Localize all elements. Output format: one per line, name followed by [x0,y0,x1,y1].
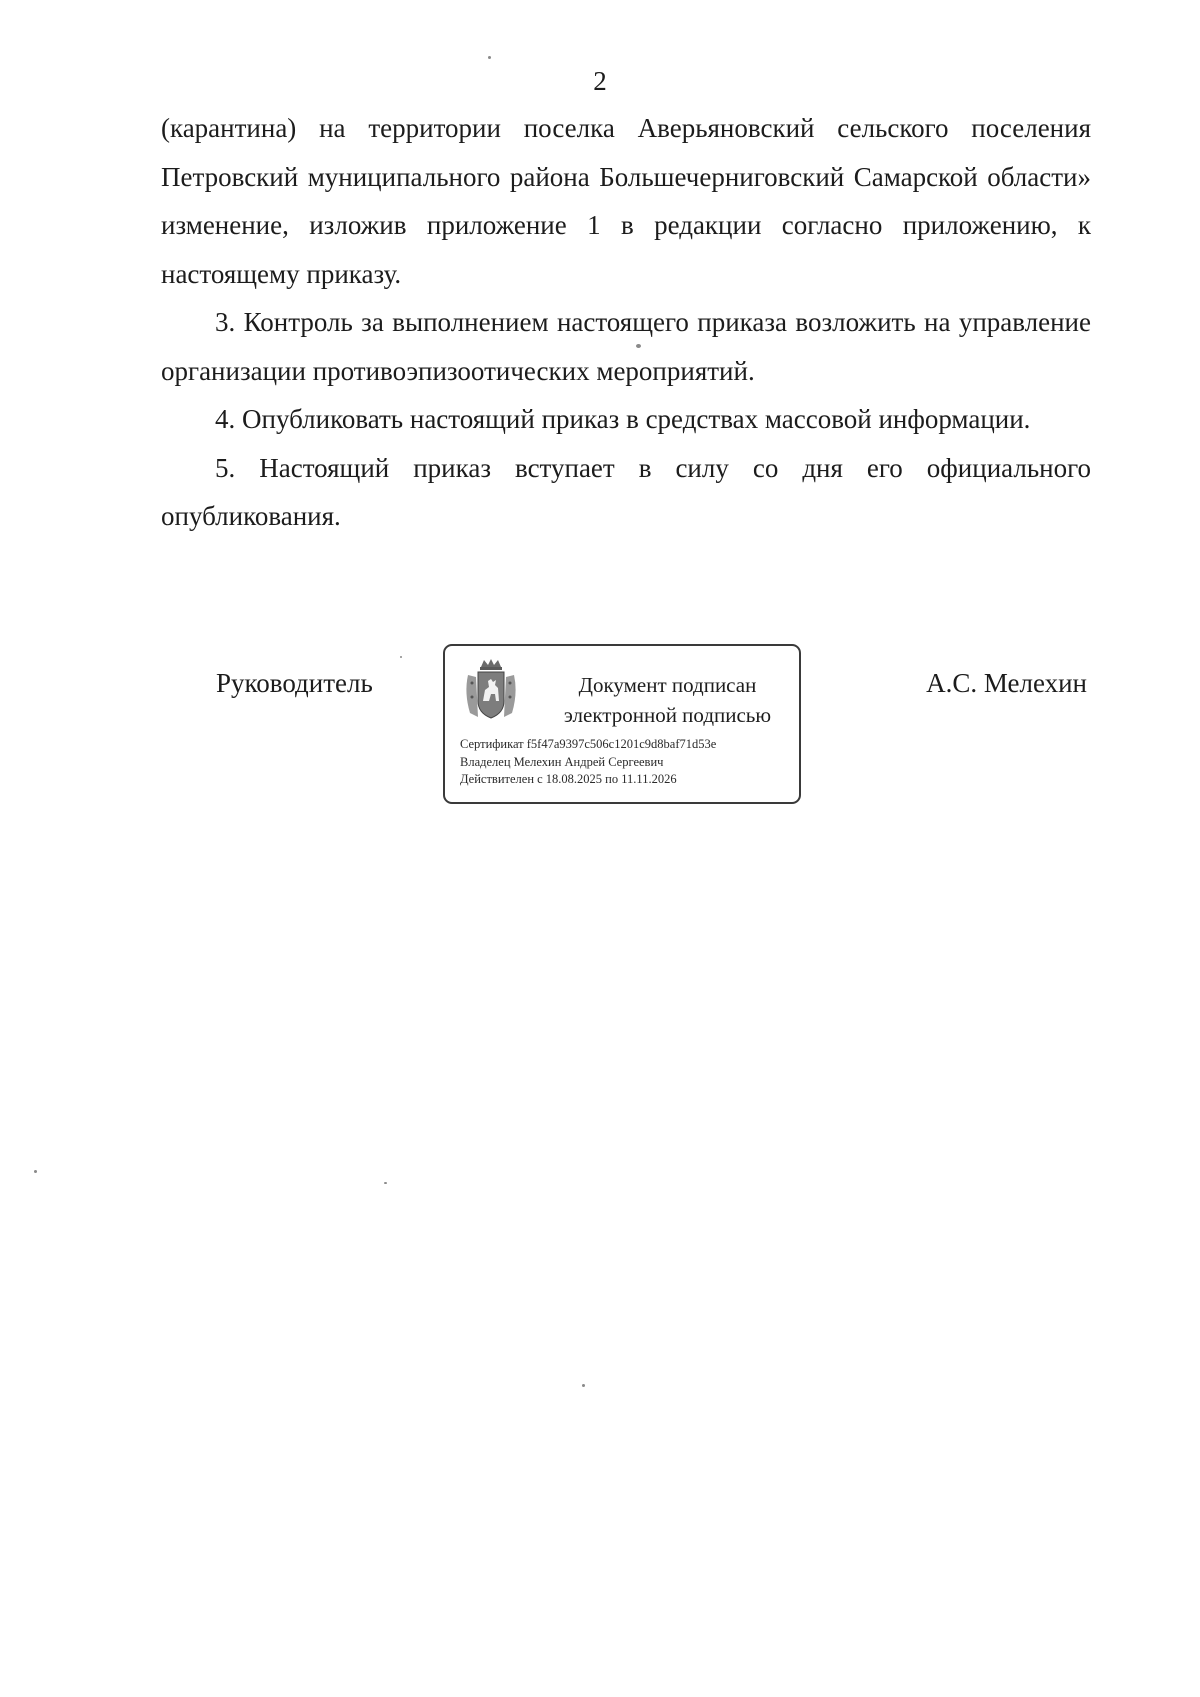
electronic-signature-stamp [443,644,801,804]
scan-speck [34,1170,37,1173]
scan-speck [400,656,402,658]
stamp-owner: Владелец Мелехин Андрей Сергеевич [460,754,664,769]
scan-speck [582,1384,585,1387]
stamp-certificate: Сертификат f5f47a9397c506c1201c9d8baf71d53e [460,737,717,751]
coat-of-arms-icon [462,657,520,721]
paragraph-item-5: 5. Настоящий приказ вступает в силу со дня его официального опубликования. [161,452,1091,531]
paragraph-continuation: (карантина) на территории поселка Аверьяновский сельского поселения Петровский муниципального района Большечерниговский Самарской области» изменение, изложив приложение 1 в редакции согласно приложению, к настоящему приказу. [161,113,1091,289]
page-number: 2 [593,66,607,96]
stamp-details [460,736,716,789]
stamp-title-line2: электронной подписью [563,703,772,727]
signatory-role: Руководитель [216,668,373,698]
stamp-title [540,670,795,730]
stamp-title-line1: Документ подписан [578,673,757,697]
paragraph-item-4: 4. Опубликовать настоящий приказ в средствах массовой информации. [215,404,1031,434]
document-body [161,104,1091,541]
scan-speck [488,56,491,59]
signatory-name: А.С. Мелехин [926,668,1087,698]
scan-speck [384,1182,387,1184]
paragraph-item-3: 3. Контроль за выполнением настоящего приказа возложить на управление организации противоэпизоотических мероприятий. [161,307,1091,386]
scan-speck [636,344,641,348]
stamp-validity: Действителен с 18.08.2025 по 11.11.2026 [460,772,677,786]
